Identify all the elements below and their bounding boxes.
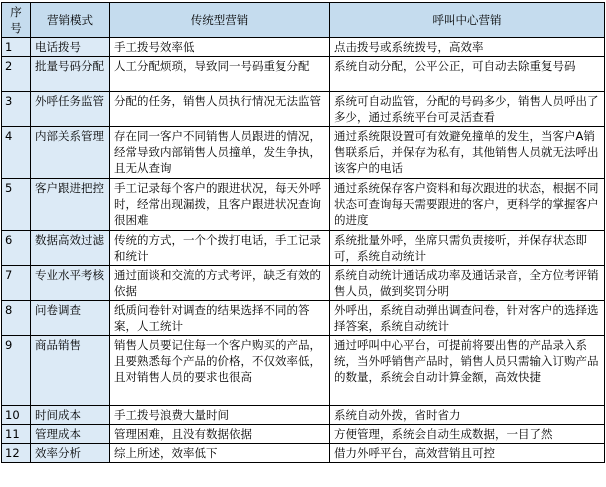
row-traditional: 销售人员要记住每一个客户购买的产品，且要熟悉每个产品的价格，不仅效率低，且对销售人员的要求也很高: [110, 336, 330, 406]
row-index: 3: [2, 92, 31, 127]
table-header-row: [2, 3, 605, 38]
table-row: [2, 444, 605, 463]
comparison-table: [1, 2, 605, 463]
row-callcenter: 系统自动分配，公平公正，可自动去除重复号码: [330, 57, 605, 92]
row-index: 2: [2, 57, 31, 92]
row-mode: 内部关系管理: [31, 127, 110, 179]
row-mode: 管理成本: [31, 425, 110, 444]
row-traditional: 管理困难，且没有数据依据: [110, 425, 330, 444]
row-index: 9: [2, 336, 31, 406]
row-mode: 电话拨号: [31, 38, 110, 57]
row-traditional: 存在同一客户不同销售人员跟进的情况，经常导致内部销售人员撞单，发生争执，且无从查询: [110, 127, 330, 179]
header-index: 序号: [2, 3, 31, 38]
row-mode: 批量号码分配: [31, 57, 110, 92]
row-index: 8: [2, 301, 31, 336]
row-traditional: 手工拨号效率低: [110, 38, 330, 57]
row-traditional: 人工分配烦琐，导致同一号码重复分配: [110, 57, 330, 92]
row-traditional: 分配的任务，销售人员执行情况无法监管: [110, 92, 330, 127]
row-index: 11: [2, 425, 31, 444]
row-callcenter: 通过系统限设置可有效避免撞单的发生，当客户A销售联系后，并保存为私有，其他销售人员就无法呼出该客户的电话: [330, 127, 605, 179]
row-traditional: 手工拨号浪费大量时间: [110, 406, 330, 425]
row-index: 5: [2, 179, 31, 231]
row-mode: 外呼任务监管: [31, 92, 110, 127]
table-row: [2, 406, 605, 425]
row-mode: 数据高效过滤: [31, 231, 110, 266]
table-row: [2, 92, 605, 127]
row-traditional: 纸质问卷针对调查的结果选择不同的答案，人工统计: [110, 301, 330, 336]
row-mode: 效率分析: [31, 444, 110, 463]
row-index: 1: [2, 38, 31, 57]
row-mode: 专业水平考核: [31, 266, 110, 301]
table-row: [2, 57, 605, 92]
row-mode: 时间成本: [31, 406, 110, 425]
row-callcenter: 借力外呼平台，高效营销且可控: [330, 444, 605, 463]
row-traditional: 综上所述，效率低下: [110, 444, 330, 463]
row-index: 4: [2, 127, 31, 179]
header-traditional: 传统型营销: [110, 3, 330, 38]
row-callcenter: 点击拨号或系统拨号，高效率: [330, 38, 605, 57]
row-callcenter: 外呼出，系统自动弹出调查问卷，针对客户的选择选择答案，系统自动统计: [330, 301, 605, 336]
table-row: [2, 127, 605, 179]
row-mode: 客户跟进把控: [31, 179, 110, 231]
table-row: [2, 231, 605, 266]
row-mode: 商品销售: [31, 336, 110, 406]
table-row: [2, 179, 605, 231]
table-row: [2, 301, 605, 336]
row-traditional: 通过面谈和交流的方式考评，缺乏有效的依据: [110, 266, 330, 301]
header-callcenter: 呼叫中心营销: [330, 3, 605, 38]
table-body: [2, 38, 605, 463]
row-callcenter: 系统自动外拨，省时省力: [330, 406, 605, 425]
row-callcenter: 方便管理，系统会自动生成数据，一目了然: [330, 425, 605, 444]
row-traditional: 传统的方式，一个个拨打电话，手工记录和统计: [110, 231, 330, 266]
row-index: 7: [2, 266, 31, 301]
row-index: 6: [2, 231, 31, 266]
row-traditional: 手工记录每个客户的跟进状况，每天外呼时，经常出现漏拨，且客户跟进状况查询很困难: [110, 179, 330, 231]
table-row: [2, 38, 605, 57]
table-row: [2, 425, 605, 444]
row-index: 10: [2, 406, 31, 425]
row-callcenter: 系统可自动监管，分配的号码多少，销售人员呼出了多少，通过系统平台可灵活查看: [330, 92, 605, 127]
row-callcenter: 系统批量外呼，坐席只需负责接听，并保存状态即可，系统自动统计: [330, 231, 605, 266]
table-row: [2, 336, 605, 406]
row-callcenter: 通过系统保存客户资料和每次跟进的状态，根据不同状态可查询每天需要跟进的客户，更科学的掌握客户的进度: [330, 179, 605, 231]
header-mode: 营销模式: [31, 3, 110, 38]
row-mode: 问卷调查: [31, 301, 110, 336]
row-index: 12: [2, 444, 31, 463]
table-row: [2, 266, 605, 301]
row-callcenter: 通过呼叫中心平台，可提前将要出售的产品录入系统，当外呼销售产品时，销售人员只需输入订购产品的数量，系统会自动计算金额，高效快捷: [330, 336, 605, 406]
row-callcenter: 系统自动统计通话成功率及通话录音，全方位考评销售人员，做到奖罚分明: [330, 266, 605, 301]
